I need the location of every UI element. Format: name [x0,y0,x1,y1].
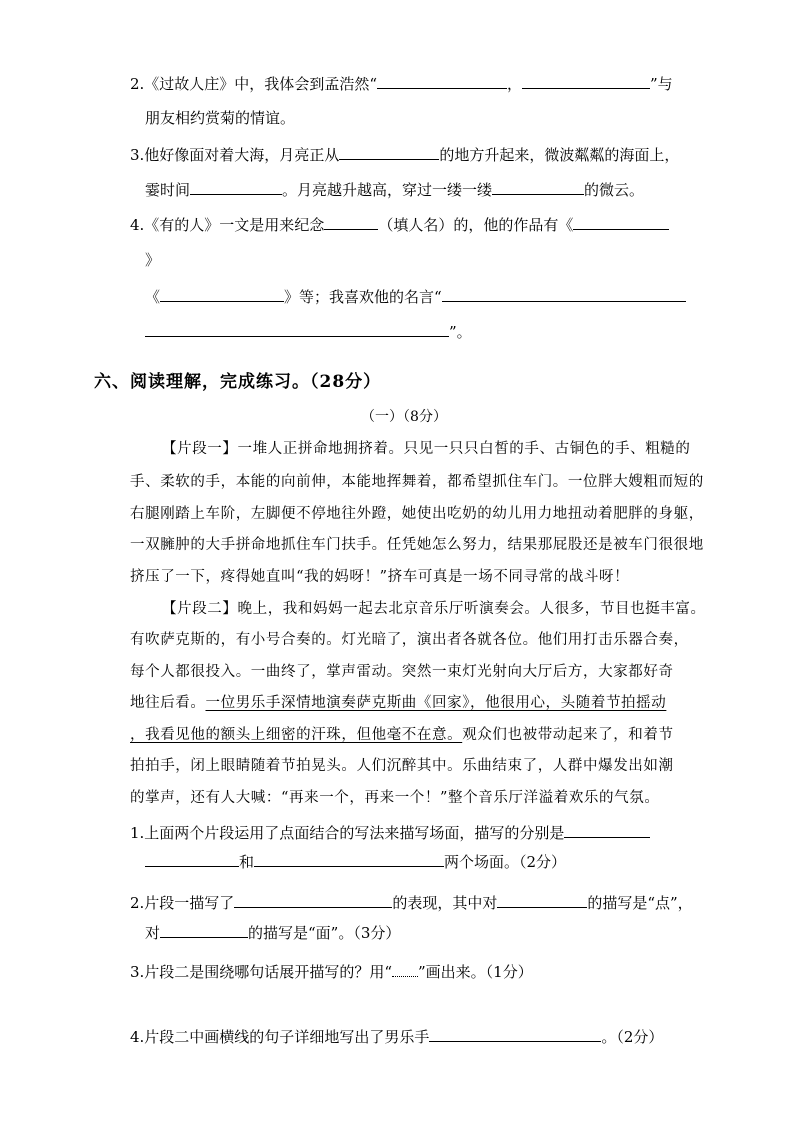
fill-q4-text-a: 4.《有的人》一文是用来纪念 [130,216,325,234]
question-2-text-c: 的描写是“点”， [587,894,693,912]
question-4-text-b: 。（2分） [601,1028,664,1046]
answer-blank[interactable] [324,214,378,230]
fill-q2-text-d: 朋友相约赏菊的情谊。 [145,109,296,127]
question-3-text-a: 3.片段二是围绕哪句话展开描写的？用“ [130,963,392,981]
fill-q2-line1 [130,73,673,94]
answer-blank[interactable] [522,73,650,89]
answer-blank[interactable] [564,822,650,838]
question-2-text-b: 的表现，其中对 [392,894,498,912]
question-3-line [130,962,533,982]
fill-q4-text-c: 》 [145,251,161,269]
passage1-line: 手、柔软的手，本能的向前伸，本能地挥舞着，都希望抓住车门。一位胖大嫂粗而短的 [130,474,704,490]
fill-q3-line1 [130,144,679,165]
answer-blank[interactable] [339,144,439,160]
answer-blank[interactable] [573,214,669,230]
passage2-text: 地往后看。 [130,695,206,711]
fill-q2-text-b: ， [506,75,522,93]
passage2-line: 拍拍手，闭上眼睛随着节拍晃头。人们沉醉其中。乐曲结束了，人群中爆发出如潮 [130,758,674,774]
fill-q4-line3 [145,286,686,307]
answer-blank[interactable] [234,892,392,908]
answer-blank[interactable] [145,321,449,337]
answer-blank[interactable] [492,179,584,195]
passage2-line: 【片段二】晚上，我和妈妈一起去北京音乐厅听演奏会。人很多，节目也挺丰富。 [162,601,706,617]
question-2-text-e: 的描写是“面”。（3分） [248,924,401,942]
fill-q2-text-c: ”与 [650,75,673,93]
answer-blank[interactable] [429,1026,601,1042]
wavy-line-mark [392,966,418,977]
answer-blank[interactable] [145,851,239,867]
question-2-text-a: 2.片段一描写了 [130,894,235,912]
underlined-sentence: ，我看见他的额头上细密的汗珠，但他毫不在意。 [130,727,463,743]
passage2-text: 观众们也被带动起来了，和着节 [462,727,674,743]
passage2-line: 的掌声，还有人大喊：“再来一个，再来一个！”整个音乐厅洋溢着欢乐的气氛。 [130,790,660,806]
section-heading: 六、阅读理解，完成练习。（28分） [94,372,382,392]
question-1-text-c: 两个场面。（2分） [444,853,567,871]
fill-q4-text-b: （填人名）的，他的作品有《 [378,216,574,234]
question-2-line2 [145,922,400,943]
fill-q4-text-d: 《 [145,288,161,306]
question-1-text-b: 和 [239,853,255,871]
answer-blank[interactable] [254,851,444,867]
question-1-line1 [130,822,650,843]
question-1-line2 [145,851,566,872]
fill-q3-line2 [145,179,644,200]
passage1-line: 【片段一】一堆人正拼命地拥挤着。只见一只只白皙的手、古铜色的手、粗糙的 [162,441,691,457]
question-4-line [130,1026,663,1047]
fill-q3-text-e: 的微云。 [584,181,645,199]
fill-q4-line2 [145,250,160,270]
fill-q2-text-a: 2.《过故人庄》中，我体会到孟浩然“ [130,75,377,93]
question-3-text-b: ”画出来。（1分） [417,963,533,981]
section-subheading: （一）（8分） [361,409,447,425]
answer-blank[interactable] [190,179,282,195]
answer-blank[interactable] [160,286,284,302]
fill-q4-text-e: 》等；我喜欢他的名言“ [284,288,442,306]
question-1-text-a: 1.上面两个片段运用了点面结合的写法来描写场面，描写的分别是 [130,824,565,842]
passage2-line: 有吹萨克斯的，有小号合奏的。灯光暗了，演出者各就各位。他们用打击乐器合奏， [130,632,689,648]
fill-q3-text-a: 3.他好像面对着大海，月亮正从 [130,146,340,164]
question-2-line1 [130,892,693,913]
fill-q3-text-c: 霎时间 [145,181,191,199]
passage2-line [130,725,674,745]
answer-blank[interactable] [497,892,587,908]
underlined-sentence: 一位男乐手深情地演奏萨克斯曲《回家》，他很用心，头随着节拍摇动 [205,695,667,711]
answer-blank[interactable] [160,922,248,938]
fill-q4-line1 [130,214,669,235]
passage2-line [130,693,666,713]
fill-q4-text-f: ”。 [449,323,472,341]
fill-q3-text-b: 的地方升起来，微波粼粼的海面上， [439,146,680,164]
passage1-line: 挤压了一下，疼得她直叫“我的妈呀！”挤车可真是一场不同寻常的战斗呀！ [130,569,630,585]
fill-q4-line4 [145,321,472,342]
answer-blank[interactable] [442,286,686,302]
passage1-line: 右腿刚踏上车阶，左脚便不停地往外蹬，她使出吃奶的幼儿用力地扭动着肥胖的身躯， [130,506,704,522]
question-4-text-a: 4.片段二中画横线的句子详细地写出了男乐手 [130,1028,430,1046]
passage1-line: 一双臃肿的大手拼命地抓住车门扶手。任凭她怎么努力，结果那屁股还是被车门很很地 [130,537,704,553]
answer-blank[interactable] [377,73,507,89]
question-2-text-d: 对 [145,924,161,942]
fill-q2-line2 [145,108,295,128]
passage2-line: 每个人都很投入。一曲终了，掌声雷动。突然一束灯光射向大厅后方，大家都好奇 [130,664,674,680]
fill-q3-text-d: 。月亮越升越高，穿过一缕一缕 [282,181,493,199]
